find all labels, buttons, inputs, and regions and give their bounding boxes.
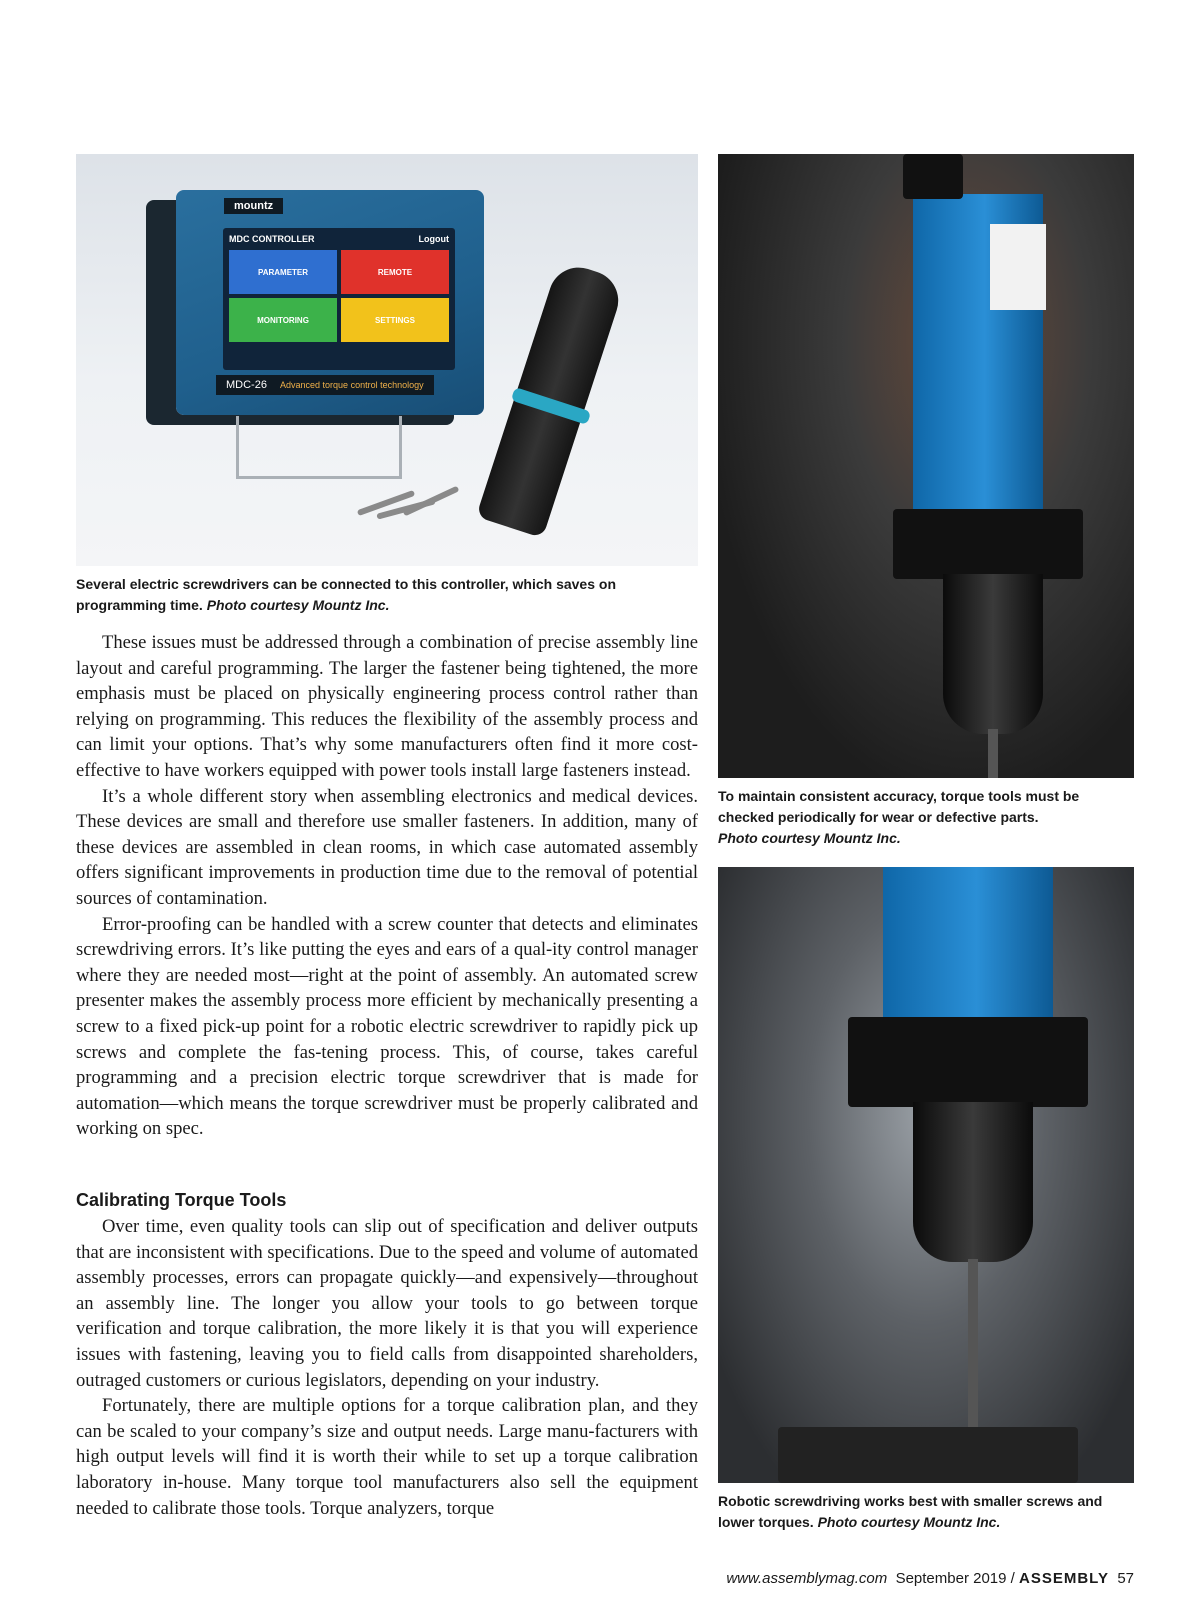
paragraph: Error-proofing can be handled with a screw counter that detects and eliminates screwdriving errors. It’s like putting the eyes and ears of a qual-ity control manager where they are needed most—right at the point of assembly. An automated screw presenter makes the assembly process more efficient by mechanically presenting a screw to a fixed pick-up point for a robotic electric screwdriver to rapidly pick up screws and complete the fas-tening process. This, of course, takes careful programming and a precision electric torque screwdriver that is made for automation—which means the torque screwdriver must be properly calibrated and working on spec. xyxy=(76,913,698,1140)
caption-robot-top: To maintain consistent accuracy, torque tools must be checked periodically for wear or defective parts. Photo courtesy Mountz Inc. xyxy=(718,788,1080,846)
footer-issue: September 2019 xyxy=(895,1570,1007,1587)
article-body-part1 xyxy=(76,630,698,1142)
screwdriver-bit xyxy=(968,1259,978,1439)
mounting-plate xyxy=(848,1017,1088,1107)
controller-unit xyxy=(176,190,484,415)
work-fixture xyxy=(778,1427,1078,1483)
footer-url: www.assemblymag.com xyxy=(726,1570,888,1587)
section-heading: Calibrating Torque Tools xyxy=(76,1190,287,1210)
paragraph: It’s a whole different story when assembling electronics and medical devices. These devices are small and therefore use smaller fasteners. In addition, many of these devices are assembled in clean rooms, in which case automated assembly offers significant improvements in production time due to the removal of potential sources of contamination. xyxy=(76,785,698,909)
tagline: Advanced torque control technology xyxy=(280,380,424,390)
tile-monitoring: MONITORING xyxy=(229,298,337,342)
screwdriver-motor xyxy=(913,1102,1033,1262)
sensor-label xyxy=(990,224,1046,310)
tile-parameter: PARAMETER xyxy=(229,250,337,294)
caption-robot-bottom: Robotic screwdriving works best with smaller screws and lower torques. Photo courtesy Mountz Inc. xyxy=(718,1493,1103,1530)
controller-stand xyxy=(236,416,402,479)
screws xyxy=(356,494,476,524)
screwdriver-bit xyxy=(988,729,998,778)
controller-screen xyxy=(223,228,455,370)
photo-credit: Photo courtesy Mountz Inc. xyxy=(718,830,901,846)
photo-robot-top xyxy=(718,154,1134,778)
footer-brand: ASSEMBLY xyxy=(1019,1570,1109,1587)
screen-title: MDC CONTROLLER xyxy=(229,234,315,244)
photo-controller xyxy=(76,154,698,566)
footer-separator: / xyxy=(1010,1570,1015,1587)
paragraph: Fortunately, there are multiple options for a torque calibration plan, and they can be scaled to your company’s size and output needs. Large manu-facturers with high output levels will find it is worth their while to set up a torque calibration laboratory in-house. Many torque tool manufacturers also sell the equipment needed to calibrate those tools. Torque analyzers, torque xyxy=(76,1395,698,1519)
tile-remote: REMOTE xyxy=(341,250,449,294)
top-bracket xyxy=(903,154,963,199)
photo-credit: Photo courtesy Mountz Inc. xyxy=(206,597,390,613)
mountz-logo: mountz xyxy=(224,198,283,214)
model-label: MDC-26 Advanced torque control technology xyxy=(216,375,434,395)
page-number: 57 xyxy=(1117,1570,1134,1587)
logout-label: Logout xyxy=(418,234,449,244)
caption-controller: Several electric screwdrivers can be connected to this controller, which saves on programming time. Photo courtesy Mountz Inc. xyxy=(76,576,616,613)
screwdriver-motor xyxy=(943,574,1043,734)
mounting-plate xyxy=(893,509,1083,579)
blue-torque-sensor xyxy=(883,867,1053,1017)
article-body-part2 xyxy=(76,1214,698,1521)
paragraph: Over time, even quality tools can slip out of specification and deliver outputs that are inconsistent with specifications. Due to the speed and volume of automated assembly processes, errors can propagate quickly—and expensively—throughout an assembly line. The longer you allow your tools to go between torque verification and torque calibration, the more likely it is that you will experience issues with fastening, leaving you to field calls from disappointed shareholders, outraged customers or curious legislators, depending on your industry. xyxy=(76,1216,698,1391)
paragraph: These issues must be addressed through a combination of precise assembly line layout and careful programming. The larger the fastener being tightened, the more emphasis must be placed on physically engineering process control rather than relying on programming. This reduces the flexibility of the assembly process and can limit your options. That’s why some manufacturers often find it more cost-effective to have workers equipped with power tools install large fasteners instead. xyxy=(76,632,698,781)
photo-credit: Photo courtesy Mountz Inc. xyxy=(817,1514,1001,1530)
photo-robot-bottom xyxy=(718,867,1134,1483)
tile-settings: SETTINGS xyxy=(341,298,449,342)
page-footer xyxy=(726,1570,1134,1587)
